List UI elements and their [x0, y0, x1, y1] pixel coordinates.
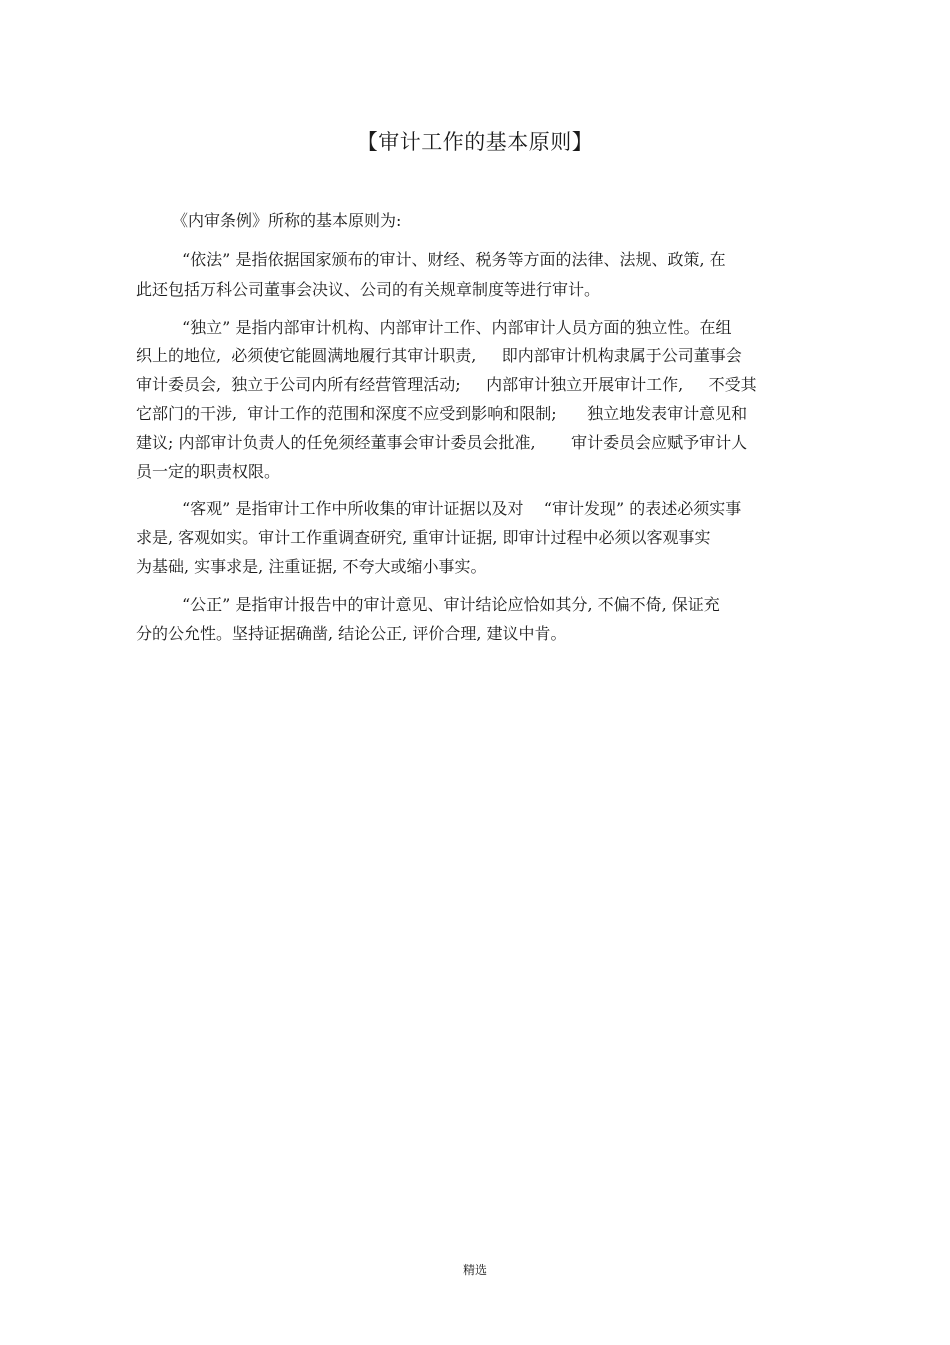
paragraph-line: 为基础, 实事求是, 注重证据, 不夸大或缩小事实。 — [136, 557, 487, 576]
paragraph-line: “依法” 是指依据国家颁布的审计、财经、税务等方面的法律、法规、政策, 在 — [182, 250, 726, 269]
paragraph-line: 建议; 内部审计负责人的任免须经董事会审计委员会批准, 审计委员会应赋予审计人 — [136, 433, 748, 452]
document-title: 【审计工作的基本原则】 — [356, 130, 594, 154]
paragraph-line: “独立” 是指内部审计机构、内部审计工作、内部审计人员方面的独立性。在组 — [182, 318, 732, 337]
paragraph-line: 求是, 客观如实。审计工作重调查研究, 重审计证据, 即审计过程中必须以客观事实 — [136, 528, 711, 547]
paragraph-line: “公正” 是指审计报告中的审计意见、审计结论应恰如其分, 不偏不倚, 保证充 — [182, 595, 720, 614]
paragraph-line: “客观” 是指审计工作中所收集的审计证据以及对 “审计发现” 的表述必须实事 — [182, 499, 742, 518]
paragraph-line: 织上的地位, 必须使它能圆满地履行其审计职责, 即内部审计机构隶属于公司董事会 — [136, 346, 742, 365]
paragraph-line: 员一定的职责权限。 — [136, 462, 281, 481]
page-footer: 精选 — [462, 1263, 487, 1277]
paragraph-line: 分的公允性。坚持证据确凿, 结论公正, 评价合理, 建议中肯。 — [136, 624, 567, 643]
paragraph-line: 审计委员会, 独立于公司内所有经营管理活动; 内部审计独立开展审计工作, 不受其 — [136, 375, 757, 394]
paragraph-line: 此还包括万科公司董事会决议、公司的有关规章制度等进行审计。 — [136, 280, 601, 299]
intro-line: 《内审条例》所称的基本原则为: — [172, 211, 402, 230]
paragraph-line: 它部门的干涉, 审计工作的范围和深度不应受到影响和限制; 独立地发表审计意见和 — [136, 404, 748, 423]
